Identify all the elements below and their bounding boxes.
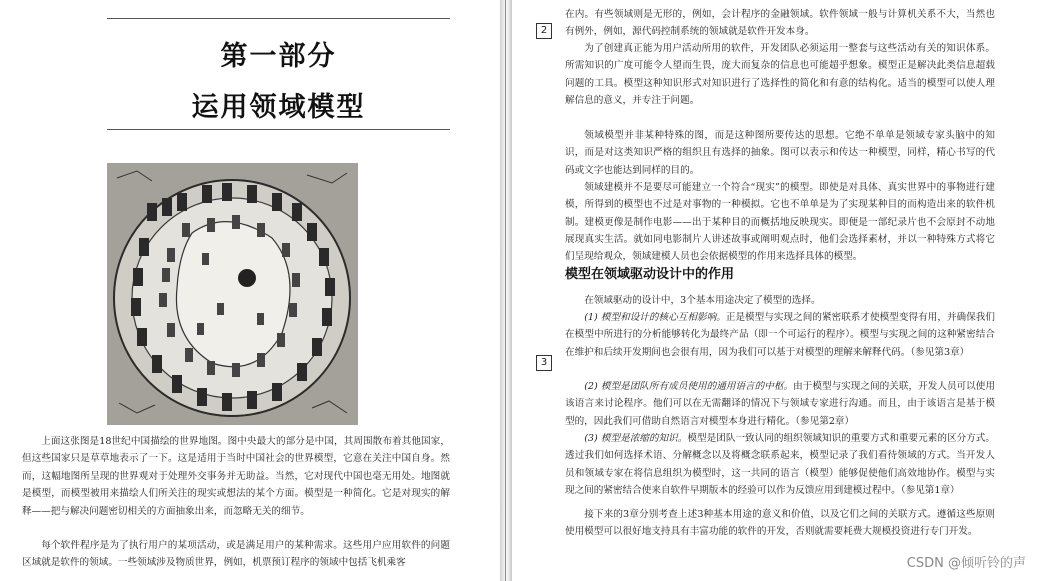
use-1-lead: (1) 模型和设计的核心互相影响。 (584, 312, 726, 323)
right-paragraph-three-uses: 在领域驱动的设计中，3个基本用途决定了模型的选择。 (584, 295, 821, 306)
use-2-lead: (2) 模型是团队所有成员使用的通用语言的中枢。 (584, 381, 794, 392)
right-paragraph-use-3 (565, 430, 995, 499)
right-paragraph-use-1 (565, 309, 995, 361)
section-heading: 模型在领域驱动设计中的作用 (565, 267, 735, 282)
right-paragraph-domain-model: 领域模型并非某种特殊的图，而是这种图所要传达的思想。它绝不单单是领域专家头脑中的知识，而是对这类知识严格的组织且有选择的抽象。图可以表示和传达一种模型，同样，精心书写的代码或文字也能达到同样的目的。 (565, 130, 995, 176)
use-3-body: 模型是团队一致认同的组织领域知识的重要方式和重要元素的区分方式。透过我们如何选择术语、分解概念以及将概念联系起来，模型记录了我们看待领域的方式。当开发人员和领域专家在将信息组织为模型时，这一共同的语言（模型）能够促使他们高效地协作。模型与实现之间的紧密结合使来自软件早期版本的经验可以作为反馈应用到建模过程中。（参见第1章） (565, 433, 996, 496)
margin-page-marker-2: 2 (536, 23, 552, 39)
part-number-heading: 第一部分 (220, 41, 337, 72)
left-paragraph-map-caption: 上面这张图是18世纪中国描绘的世界地图。图中央最大的部分是中国，其周围散布着其他国家，但这些国家只是草草地表示了一下。这是适用于当时中国社会的世界模型，它意在关注中国自身。然而，这幅地图所呈现的世界观对于处理外交事务并无助益。当然，它对现代中国也毫无用处。地图就是模型，而模型被用来描绘人们所关注的现实或想法的某个方面。模型是一种简化。它是对现实的解释——把与解决问题密切相关的方面抽象出来，而忽略无关的细节。 (22, 436, 450, 517)
map-illustration (107, 163, 358, 425)
title-rule-top (107, 18, 450, 19)
right-paragraph-continued: 在内。有些领域则是无形的，例如，会计程序的金融领域。软件领域一般与计算机关系不大，当然也有例外，例如，源代码控制系统的领域就是软件开发本身。 (565, 9, 995, 38)
use-2-body: 由于模型与实现之间的关联，开发人员可以使用该语言来讨论程序。他们可以在无需翻译的情况下与领域专家进行沟通。而且，由于该语言是基于模型的，因此我们可借助自然语言对模型本身进行精化。（参见第2章） (565, 381, 995, 427)
right-paragraph-use-2 (565, 378, 995, 430)
right-paragraph-modeling: 领域建模并不是要尽可能建立一个符合“现实”的模型。即使是对具体、真实世界中的事物进行建模，所得到的模型也不过是对事物的一种模拟。它也不单单是为了实现某种目的而构造出来的软件机制。建模更像是制作电影——出于某种目的而概括地反映现实。即便是一部纪录片也不会原封不动地展现真实生活。就如同电影制片人讲述故事或阐明观点时，他们会选择素材，并以一种特殊方式将它们呈现给观众，领域建模人员也会依据模型的作用来选择具体的模型。 (565, 182, 995, 263)
right-paragraph-knowledge: 为了创建真正能为用户活动所用的软件，开发团队必须运用一整套与这些活动有关的知识体系。所需知识的广度可能令人望而生畏，庞大而复杂的信息也可能超乎想象。模型正是解决此类信息超载问题的工具。模型这种知识形式对知识进行了选择性的简化和有意的结构化。适当的模型可以使人理解信息的意义，并专注于问题。 (565, 43, 995, 106)
left-page (0, 0, 500, 581)
use-3-lead: (3) 模型是浓缩的知识。 (584, 433, 688, 444)
csdn-watermark: CSDN @倾听铃的声 (906, 556, 1026, 571)
margin-page-marker-3: 3 (536, 355, 552, 371)
part-name-heading: 运用领域模型 (191, 92, 366, 123)
right-paragraph-next-chapters: 接下来的3章分别考查上述3种基本用途的意义和价值，以及它们之间的关联方式。遵循这些原则使用模型可以很好地支持具有丰富功能的软件的开发，否则就需要耗费大规模投资进行专门开发。 (565, 509, 995, 538)
chinese-world-map-figure (107, 163, 358, 425)
book-gutter (500, 0, 512, 581)
title-rule-bottom (107, 129, 450, 130)
gutter-divider (505, 0, 506, 581)
left-paragraph-domain: 每个软件程序是为了执行用户的某项活动，或是满足用户的某种需求。这些用户应用软件的问题区域就是软件的领域。一些领域涉及物质世界，例如，机票预订程序的领域中包括飞机乘客 (22, 540, 450, 569)
use-1-body: 正是模型与实现之间的紧密联系才使模型变得有用，并确保我们在模型中所进行的分析能够转化为最终产品（即一个可运行的程序）。模型与实现之间的这种紧密结合在维护和后续开发期间也会很有用，因为我们可以基于对模型的理解来解释代码。（参见第3章） (565, 312, 995, 358)
